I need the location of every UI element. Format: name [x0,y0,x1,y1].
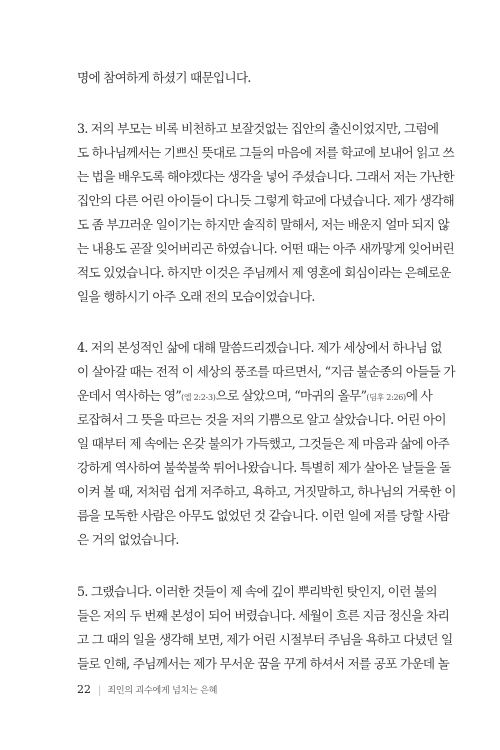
body-line: 4. 저의 본성적인 삶에 대해 말씀드리겠습니다. 제가 세상에서 하나님 없 [77,340,442,355]
body-line: 이 살아갈 때는 전적 이 세상의 풍조를 따르면서, “지금 불순종의 아들들 가 [77,364,455,379]
body-line: 적도 있었습니다. 하지만 이것은 주님께서 제 영혼에 회심이라는 은혜로운 [77,265,451,280]
body-line: 들은 저의 두 번째 본성이 되어 버렸습니다. 세월이 흐른 지금 정신을 차리 [77,608,450,623]
body-text: 운데서 역사하는 영” [77,388,182,403]
body-line: 로잡혀서 그 뜻을 따르는 것을 저의 기쁨으로 알고 살았습니다. 어린 아이 [77,412,446,427]
body-line-with-refs [77,384,433,408]
body-line: 들로 인해, 주님께서는 제가 무서운 꿈을 꾸게 하셔서 저를 공포 가운데 놀 [77,656,450,671]
body-line: 5. 그랬습니다. 이러한 것들이 제 속에 깊이 뿌리박힌 탓인지, 이런 불의 [77,584,437,599]
scripture-ref: (엡 2:2-3) [181,393,216,402]
body-line: 집안의 다른 어린 아이들이 다니듯 그렇게 학교에 다녔습니다. 제가 생각해 [77,193,454,208]
body-line: 강하게 역사하여 불쑥불쑥 튀어나왔습니다. 특별히 제가 살아온 날들을 돌 [77,460,451,475]
body-line: 일을 행하시기 아주 오래 전의 모습이었습니다. [77,289,315,304]
body-line: 도 좀 부끄러운 일이기는 하지만 솔직히 말해서, 저는 배운지 얼마 되지 않 [77,217,450,232]
running-title: 죄인의 괴수에게 넘치는 은혜 [107,686,218,696]
body-line: 3. 저의 부모는 비록 비천하고 보잘것없는 집안의 출신이었지만, 그럼에 [77,121,439,136]
body-line: 는 법을 배우도록 해야겠다는 생각을 넣어 주셨습니다. 그래서 저는 가난한 [77,169,454,184]
footer-separator: | [98,685,102,696]
body-line: 름을 모독한 사람은 아무도 없었던 것 같습니다. 이런 일에 저를 당할 사람 [77,508,450,523]
page-footer [77,683,217,696]
scripture-ref: (딤후 2:26) [366,393,406,402]
body-line: 이켜 볼 때, 저처럼 쉽게 저주하고, 욕하고, 거짓말하고, 하나님의 거룩한 이 [77,484,456,499]
body-line: 일 때부터 제 속에는 온갖 불의가 가득했고, 그것들은 제 마음과 삶에 아주 [77,436,450,451]
body-line: 도 하나님께서는 기쁘신 뜻대로 그들의 마음에 저를 학교에 보내어 읽고 쓰 [77,145,454,160]
body-line: 는 내용도 곧잘 잊어버리곤 하였습니다. 어떤 때는 아주 새까맣게 잊어버린 [77,241,454,256]
page-number: 22 [77,683,91,696]
body-line: 고 그 때의 일을 생각해 보면, 제가 어린 시절부터 주님을 욕하고 다녔던 일 [77,632,453,647]
body-text: 으로 살았으며, “마귀의 올무” [215,388,367,403]
body-line: 명에 참여하게 하셨기 때문입니다. [77,70,251,85]
body-text: 에 사 [405,388,433,403]
body-line: 은 거의 없었습니다. [77,532,179,547]
